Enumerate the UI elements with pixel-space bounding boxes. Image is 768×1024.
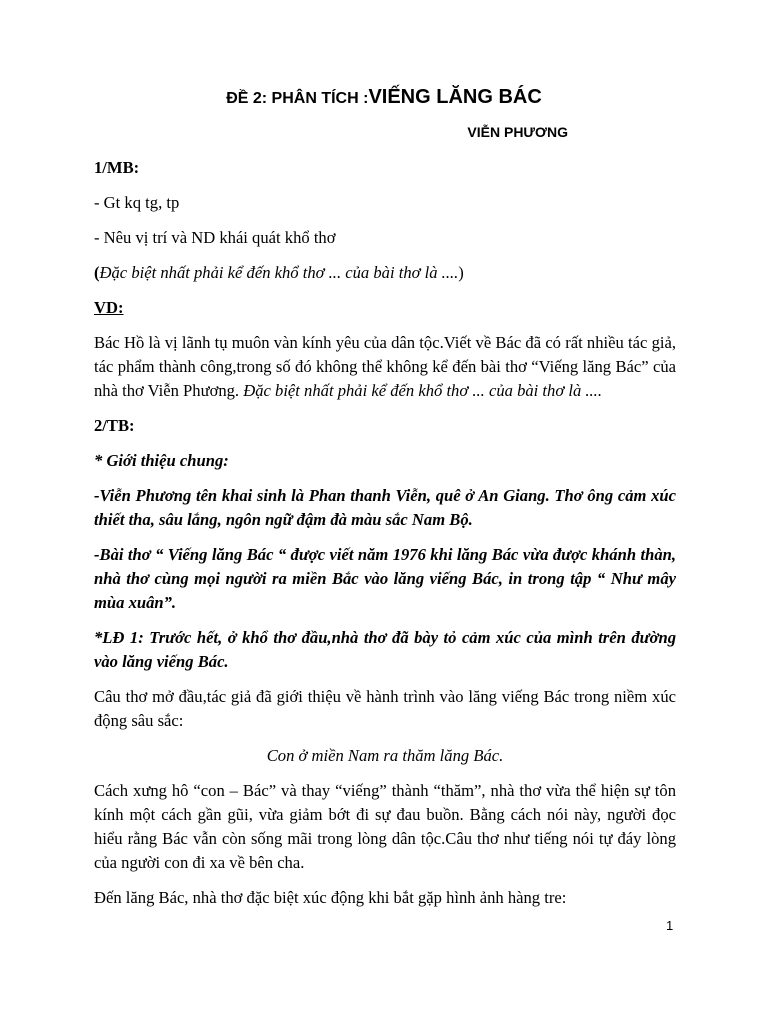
vd-paragraph-italic: Đặc biệt nhất phải kể đến khổ thơ ... của bài thơ là .... — [243, 381, 602, 400]
mb-item-2: - Nêu vị trí và ND khái quát khổ thơ — [94, 228, 336, 247]
document-body — [94, 156, 676, 921]
ld1-heading: *LĐ 1: Trước hết, ở khổ thơ đầu,nhà thơ đã bày tỏ cảm xúc của mình trên đường vào lăng viếng Bác. — [94, 628, 676, 671]
title-main: VIẾNG LĂNG BÁC — [368, 86, 542, 108]
author-name: VIỄN PHƯƠNG — [467, 124, 568, 140]
vd-heading: VD: — [94, 298, 124, 317]
mb-note-close: ) — [458, 263, 464, 282]
mb-note-open: ( — [94, 263, 100, 282]
mb-note — [94, 261, 676, 285]
intro-paragraph-1: -Viễn Phương tên khai sinh là Phan thanh Viễn, quê ở An Giang. Thơ ông cảm xúc thiết tha, sâu lắng, ngôn ngữ đậm đà màu sắc Nam Bộ. — [94, 486, 676, 529]
page-number: 1 — [666, 918, 674, 933]
intro-heading: * Giới thiệu chung: — [94, 451, 229, 470]
tb-heading: 2/TB: — [94, 416, 135, 435]
paragraph-2: Cách xưng hô “con – Bác” và thay “viếng” thành “thăm”, nhà thơ vừa thể hiện sự tôn kính một cách gần gũi, vừa giảm bớt đi sự đau buồn. Bằng cách nói này, người đọc hiểu rằng Bác vẫn còn sống mãi trong lòng dân tộc.Câu thơ như tiếng nói tự đáy lòng của người con đi xa về bên cha. — [94, 781, 676, 872]
mb-item-1: - Gt kq tg, tp — [94, 193, 180, 212]
intro-paragraph-2: -Bài thơ “ Viếng lăng Bác “ được viết năm 1976 khi lăng Bác vừa được khánh thàn, nhà thơ cùng mọi người ra miền Bắc vào lăng viếng Bác, in trong tập “ Như mây mùa xuân”. — [94, 545, 676, 612]
page-title — [0, 86, 768, 109]
verse-line-1: Con ở miền Nam ra thăm lăng Bác. — [266, 746, 504, 765]
paragraph-3: Đến lăng Bác, nhà thơ đặc biệt xúc động khi bắt gặp hình ảnh hàng tre: — [94, 888, 567, 907]
mb-heading: 1/MB: — [94, 158, 140, 177]
vd-paragraph-text: Bác Hồ là vị lãnh tụ muôn vàn kính yêu của dân tộc.Viết về Bác đã có rất nhiều tác giả, tác phẩm thành công,trong số đó không thể không kể đến bài thơ “Viếng lăng Bác” của nhà thơ Viễn Phương. — [94, 333, 676, 400]
mb-note-text: Đặc biệt nhất phải kể đến khổ thơ ... của bài thơ là .... — [99, 263, 459, 282]
vd-paragraph — [94, 331, 676, 403]
title-prefix: ĐỀ 2: PHÂN TÍCH : — [226, 90, 369, 107]
paragraph-1: Câu thơ mở đầu,tác giả đã giới thiệu về hành trình vào lăng viếng Bác trong niềm xúc động sâu sắc: — [94, 687, 676, 730]
